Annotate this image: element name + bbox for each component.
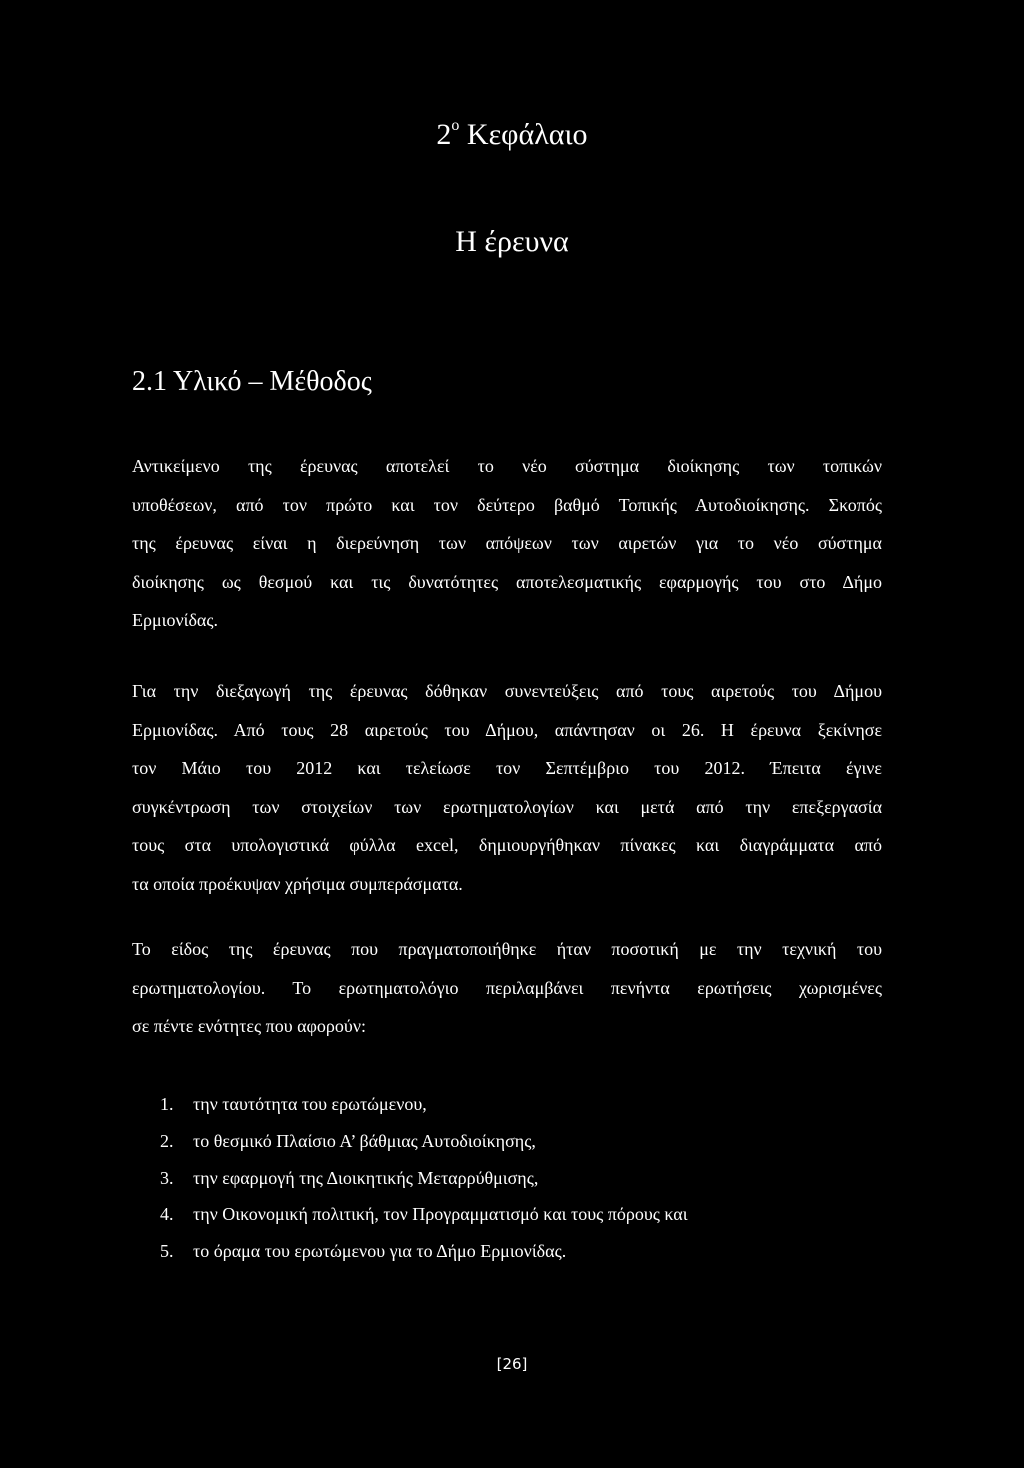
list-item-number: 3. bbox=[160, 1167, 174, 1188]
page-number: [26] bbox=[496, 1355, 528, 1373]
list-item bbox=[160, 1123, 688, 1160]
paragraph-line: συγκέντρωση των στοιχείων των ερωτηματολογίων και μετά από την επεξεργασία bbox=[132, 796, 882, 817]
list-item bbox=[160, 1196, 688, 1233]
list-item-number: 2. bbox=[160, 1130, 174, 1151]
list-item-text: το θεσμικό Πλαίσιο Α’ βάθμιας Αυτοδιοίκησης, bbox=[193, 1130, 536, 1151]
paragraph-method bbox=[132, 930, 882, 1046]
paragraph-line: της έρευνας είναι η διερεύνηση των απόψεων των αιρετών για το νέο σύστημα bbox=[132, 533, 882, 553]
questionnaire-sections-list bbox=[160, 1086, 688, 1270]
paragraph-objective bbox=[132, 447, 882, 640]
paragraph-line: Ερμιονίδας. Από τους 28 αιρετούς του Δήμου, απάντησαν οι 26. Η έρευνα ξεκίνησε bbox=[132, 719, 882, 740]
list-item-number: 4. bbox=[160, 1204, 174, 1225]
section-title: Η έρευνα bbox=[455, 225, 569, 258]
paragraph-line: Αντικείμενο της έρευνας αποτελεί το νέο σύστημα διοίκησης των τοπικών bbox=[132, 456, 882, 476]
paragraph-line: Το είδος της έρευνας που πραγματοποιήθηκε ήταν ποσοτική με την τεχνική του bbox=[132, 939, 882, 959]
paragraph-line: ερωτηματολογίου. Το ερωτηματολόγιο περιλαμβάνει πενήντα ερωτήσεις χωρισμένες bbox=[132, 977, 882, 998]
paragraph-line: τα οποία προέκυψαν χρήσιμα συμπεράσματα. bbox=[132, 873, 463, 894]
list-item bbox=[160, 1160, 688, 1197]
list-item-number: 1. bbox=[160, 1094, 174, 1114]
paragraph-line: Για την διεξαγωγή της έρευνας δόθηκαν συνεντεύξεις από τους αιρετούς του Δήμου bbox=[132, 681, 882, 701]
paragraph-line: τον Μάιο του 2012 και τελείωσε τον Σεπτέμβριο του 2012. Έπειτα έγινε bbox=[132, 758, 882, 778]
list-item-text: την εφαρμογή της Διοικητικής Μεταρρύθμισης, bbox=[193, 1167, 539, 1188]
list-item-number: 5. bbox=[160, 1241, 174, 1262]
list-item-text: την Οικονομική πολιτική, τον Προγραμματισμό και τους πόρους και bbox=[193, 1204, 688, 1225]
list-item-text: το όραμα του ερωτώμενου για το Δήμο Ερμιονίδας. bbox=[193, 1241, 567, 1262]
subsection-title: 2.1 Υλικό – Μέθοδος bbox=[132, 366, 372, 397]
chapter-label: Κεφάλαιο bbox=[466, 118, 588, 151]
paragraph-line: τους στα υπολογιστικά φύλλα excel, δημιουργήθηκαν πίνακες και διαγράμματα από bbox=[132, 835, 882, 855]
paragraph-line: διοίκησης ως θεσμού και τις δυνατότητες αποτελεσματικής εφαρμογής του στο Δήμο bbox=[132, 571, 882, 592]
list-item-text: την ταυτότητα του ερωτώμενου, bbox=[193, 1094, 427, 1114]
paragraph-line: σε πέντε ενότητες που αφορούν: bbox=[132, 1016, 366, 1036]
list-item bbox=[160, 1086, 688, 1123]
paragraph-procedure bbox=[132, 672, 882, 903]
paragraph-line: Ερμιονίδας. bbox=[132, 610, 218, 630]
chapter-title bbox=[0, 115, 1024, 155]
chapter-ordinal-superscript: ο bbox=[451, 117, 460, 134]
list-item bbox=[160, 1233, 688, 1270]
paragraph-line: υποθέσεων, από τον πρώτο και τον δεύτερο βαθμό Τοπικής Αυτοδιοίκησης. Σκοπός bbox=[132, 494, 882, 515]
chapter-number: 2 bbox=[436, 118, 452, 151]
